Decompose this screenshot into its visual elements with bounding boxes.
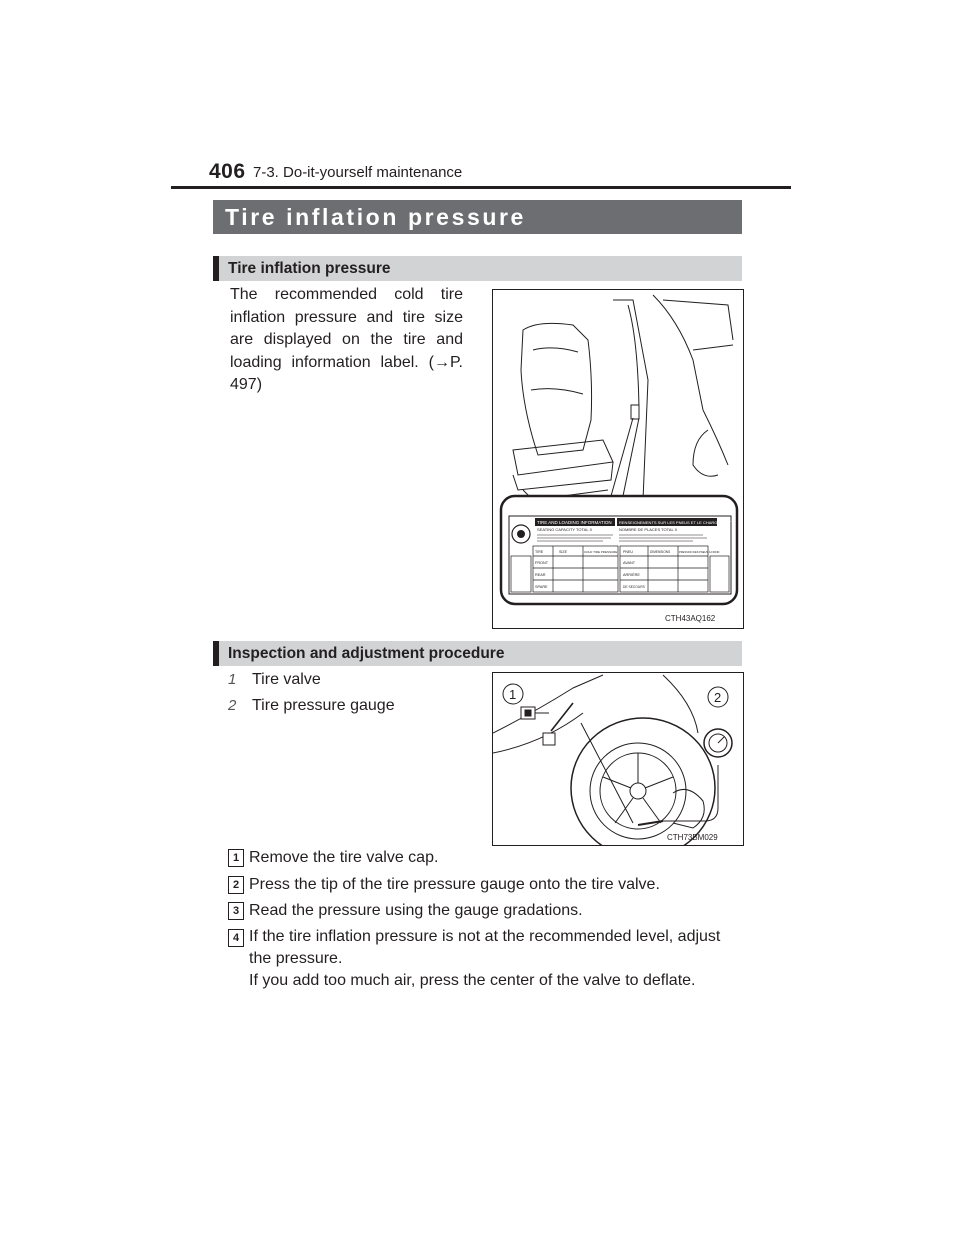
label-col-pression: PRESSION DES PNEUS À FROID	[679, 551, 720, 554]
step-text: If the tire inflation pressure is not at the recommended level, adjust the pressure.	[249, 928, 721, 967]
legend-number: 1	[228, 671, 237, 688]
step-number: 3	[228, 902, 244, 920]
gauge-illustration	[493, 673, 743, 845]
legend-label: Tire pressure gauge	[252, 697, 395, 714]
figure-callout-1: 1	[509, 687, 517, 702]
step-note: If you add too much air, press the center of the valve to deflate.	[249, 972, 696, 989]
figure-code-1: CTH43AQ162	[665, 614, 716, 623]
label-row-arriere: ARRIÈRE	[623, 573, 640, 577]
label-row-avant: AVANT	[623, 561, 636, 565]
step-text-block	[249, 926, 744, 992]
label-title-fr: RENSEIGNEMENTS SUR LES PNEUS ET LE CHARGEMENT	[619, 520, 732, 525]
label-title-en: TIRE AND LOADING INFORMATION	[537, 520, 612, 525]
gauge-figure	[492, 672, 744, 846]
subheading-bar-inspection	[213, 641, 742, 666]
label-seating-fr: NOMBRE DE PLACES TOTAL X	[619, 527, 678, 532]
header-rule	[171, 186, 791, 189]
door-label-figure	[492, 289, 744, 629]
section-header: 7-3. Do-it-yourself maintenance	[253, 164, 463, 181]
label-col-dimensions: DIMENSIONS	[650, 550, 671, 554]
subheading-bar-tire-inflation	[213, 256, 742, 281]
intro-paragraph: The recommended cold tire inflation pressure and tire size are displayed on the tire and loading information label. (→P. 497)	[230, 286, 463, 393]
step-number: 2	[228, 876, 244, 894]
figure-callout-2: 2	[714, 690, 722, 705]
page-number: 406	[209, 160, 246, 183]
step-number: 1	[228, 849, 244, 867]
label-col-size: SIZE	[559, 550, 567, 554]
step-number: 4	[228, 929, 244, 947]
legend-number: 2	[228, 697, 237, 714]
subheading-tire-inflation: Tire inflation pressure	[228, 260, 391, 277]
label-row-spare: SPARE	[535, 585, 548, 589]
step-text: Read the pressure using the gauge gradations.	[249, 902, 583, 919]
step-text: Press the tip of the tire pressure gauge onto the tire valve.	[249, 876, 660, 893]
step-text: Remove the tire valve cap.	[249, 849, 439, 866]
subheading-inspection: Inspection and adjustment procedure	[228, 645, 505, 662]
page-title: Tire inflation pressure	[225, 204, 526, 230]
label-row-rear: REAR	[535, 573, 546, 577]
door-label-illustration	[493, 290, 743, 628]
label-row-secours: DE SECOURS	[623, 585, 645, 589]
legend-item	[228, 697, 395, 715]
label-row-front: FRONT	[535, 561, 549, 565]
figure-code-2: CTH73BM029	[667, 833, 718, 842]
label-col-tire: TIRE	[535, 550, 544, 554]
label-col-pressure: COLD TIRE PRESSURE	[584, 550, 618, 554]
legend-label: Tire valve	[252, 671, 321, 688]
label-seating-en: SEATING CAPACITY TOTAL X	[537, 527, 593, 532]
legend-item	[228, 671, 321, 689]
label-col-pneu: PNEU	[623, 550, 633, 554]
page-title-bar	[213, 200, 742, 234]
